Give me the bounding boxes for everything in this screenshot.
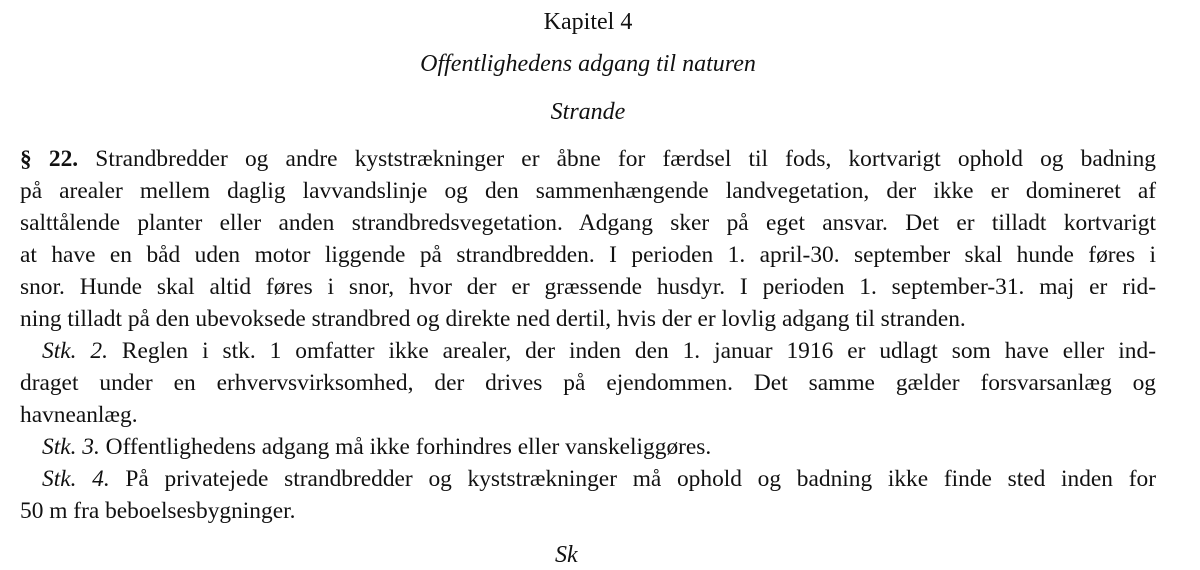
paragraph-22-line: snor. Hunde skal altid føres i snor, hvor der er græssende husdyr. I perioden 1. september-31. maj er rid- [20,274,1156,300]
stk-2-text: Reglen i stk. 1 omfatter ikke arealer, der inden den 1. januar 1916 er udlagt som have eller ind- [107,338,1156,364]
stk-2-line: havneanlæg. [20,402,138,428]
stk-2-line [20,335,1156,367]
paragraph-22-line: på arealer mellem daglig lavvandslinje og den sammenhængende landvegetation, der ikke er domineret af [20,178,1156,204]
document-body [20,143,1156,527]
stk-4-line: 50 m fra beboelsesbygninger. [20,498,296,524]
paragraph-22-line [20,143,1156,175]
chapter-number: Kapitel 4 [543,9,633,35]
next-heading-partial: Sk [555,542,578,568]
section-title: Strande [550,99,626,125]
paragraph-mark: § 22. [20,146,79,172]
stk-4-line [20,463,1156,495]
stk-2-label: Stk. 2. [42,338,108,364]
paragraph-text: Strandbredder og andre kyststrækninger er åbne for færdsel til fods, kortvarigt ophold og badning [78,146,1156,172]
paragraph-22-line: at have en båd uden motor liggende på strandbredden. I perioden 1. april-30. september skal hunde føres i [20,242,1156,268]
stk-4-label: Stk. 4. [42,466,110,492]
stk-3-text: Offentlighedens adgang må ikke forhindres eller vanskeliggøres. [99,434,712,460]
paragraph-22-line: ning tilladt på den ubevoksede strandbred og direkte ned dertil, hvis der er lovlig adgang til stranden. [20,306,966,332]
stk-2-line: draget under en erhvervsvirksomhed, der drives på ejendommen. Det samme gælder forsvarsanlæg og [20,370,1156,396]
stk-4-text: På privatejede strandbredder og kyststrækninger må ophold og badning ikke finde sted inden for [109,466,1156,492]
document-page [20,0,1156,527]
paragraph-22-line: salttålende planter eller anden strandbredsvegetation. Adgang sker på eget ansvar. Det er tilladt kortvarigt [20,210,1156,236]
stk-3-line [20,431,1156,463]
chapter-title: Offentlighedens adgang til naturen [420,51,756,77]
stk-3-label: Stk. 3. [42,434,100,460]
